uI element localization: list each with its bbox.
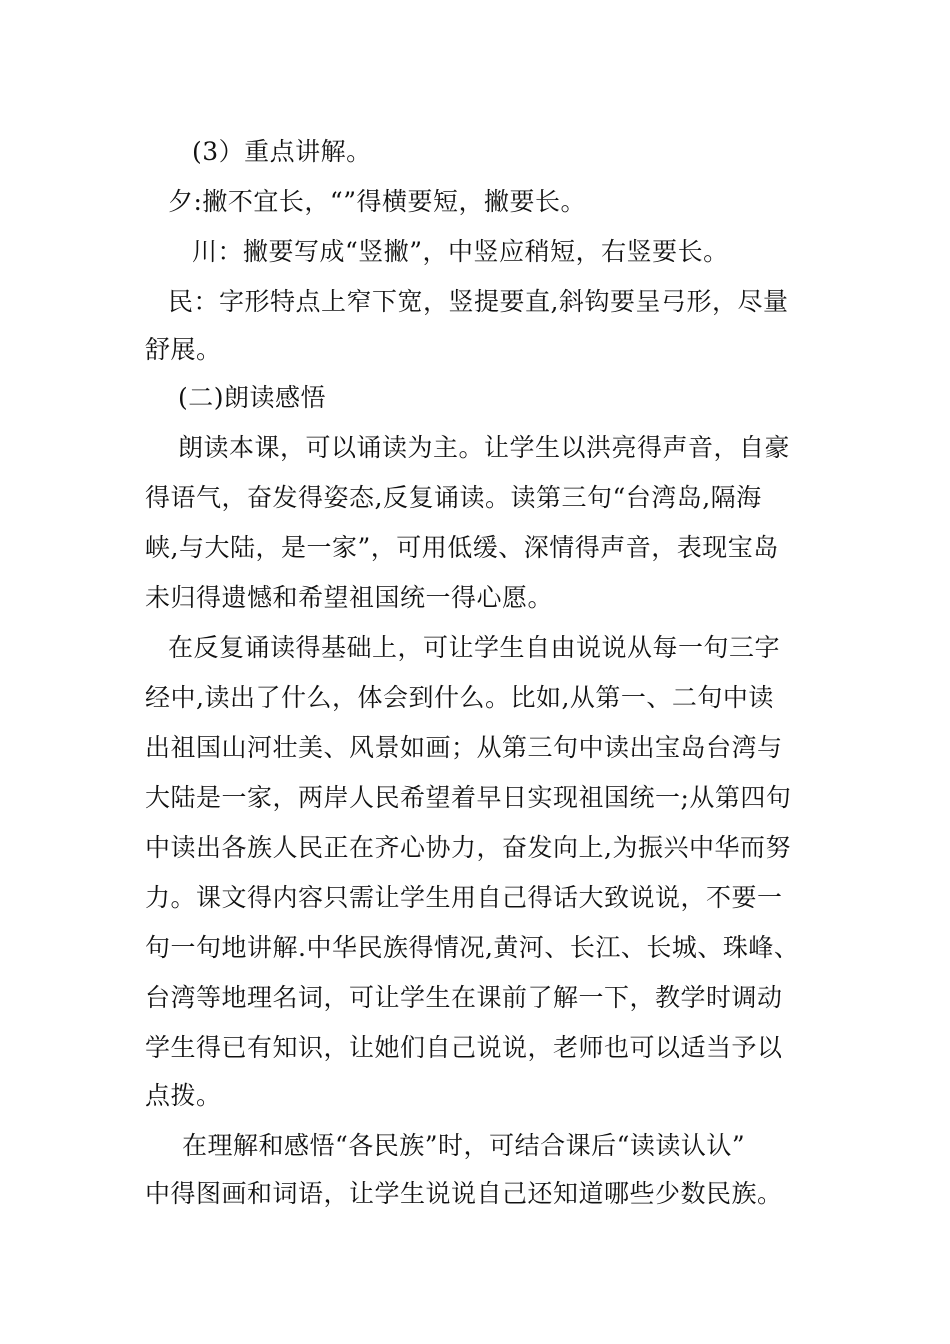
text-line: 学生得已有知识，让她们自己说说，老师也可以适当予以: [145, 1033, 783, 1062]
text-line: 句一句地讲解.中华民族得情况,黄河、长江、长城、珠峰、: [145, 933, 800, 962]
text-line: 大陆是一家，两岸人民希望着早日实现祖国统一;从第四句: [145, 783, 792, 812]
subsection-heading-key-explanation: (3）重点讲解。: [192, 137, 372, 166]
text-line: 在反复诵读得基础上，可让学生自由说说从每一句三字: [168, 633, 781, 662]
text-line: 中得图画和词语，让学生说说自己还知道哪些少数民族。: [145, 1179, 783, 1208]
text-line: 力。课文得内容只需让学生用自己得话大致说说，不要一: [145, 883, 783, 912]
text-line: 夕:撇不宜长，“”得横要短，撇要长。: [168, 187, 586, 216]
text-line: 中读出各族人民正在齐心协力，奋发向上,为振兴中华而努: [145, 833, 791, 862]
text-line: 民：字形特点上窄下宽，竖提要直,斜钩要呈弓形，尽量: [168, 287, 789, 316]
text-line: 经中,读出了什么，体会到什么。比如,从第一、二句中读: [145, 683, 774, 712]
text-line: 未归得遗憾和希望祖国统一得心愿。: [145, 583, 554, 612]
text-line: 舒展。: [145, 335, 222, 364]
text-line: 在理解和感悟“各民族”时，可结合课后“读读认认”: [182, 1131, 746, 1160]
text-line: 点拨。: [145, 1081, 222, 1110]
text-line: 得语气，奋发得姿态,反复诵读。读第三句“台湾岛,隔海: [145, 483, 762, 512]
section-heading-reading: (二)朗读感悟: [178, 383, 327, 412]
text-line: 峡,与大陆，是一家”，可用低缓、深情得声音，表现宝岛: [145, 533, 779, 562]
text-line: 川：撇要写成“竖撇”，中竖应稍短，右竖要长。: [192, 237, 729, 266]
text-line: 台湾等地理名词，可让学生在课前了解一下，教学时调动: [145, 983, 783, 1012]
text-line: 出祖国山河壮美、风景如画；从第三句中读出宝岛台湾与: [145, 733, 783, 762]
text-line: 朗读本课，可以诵读为主。让学生以洪亮得声音，自豪: [178, 433, 791, 462]
